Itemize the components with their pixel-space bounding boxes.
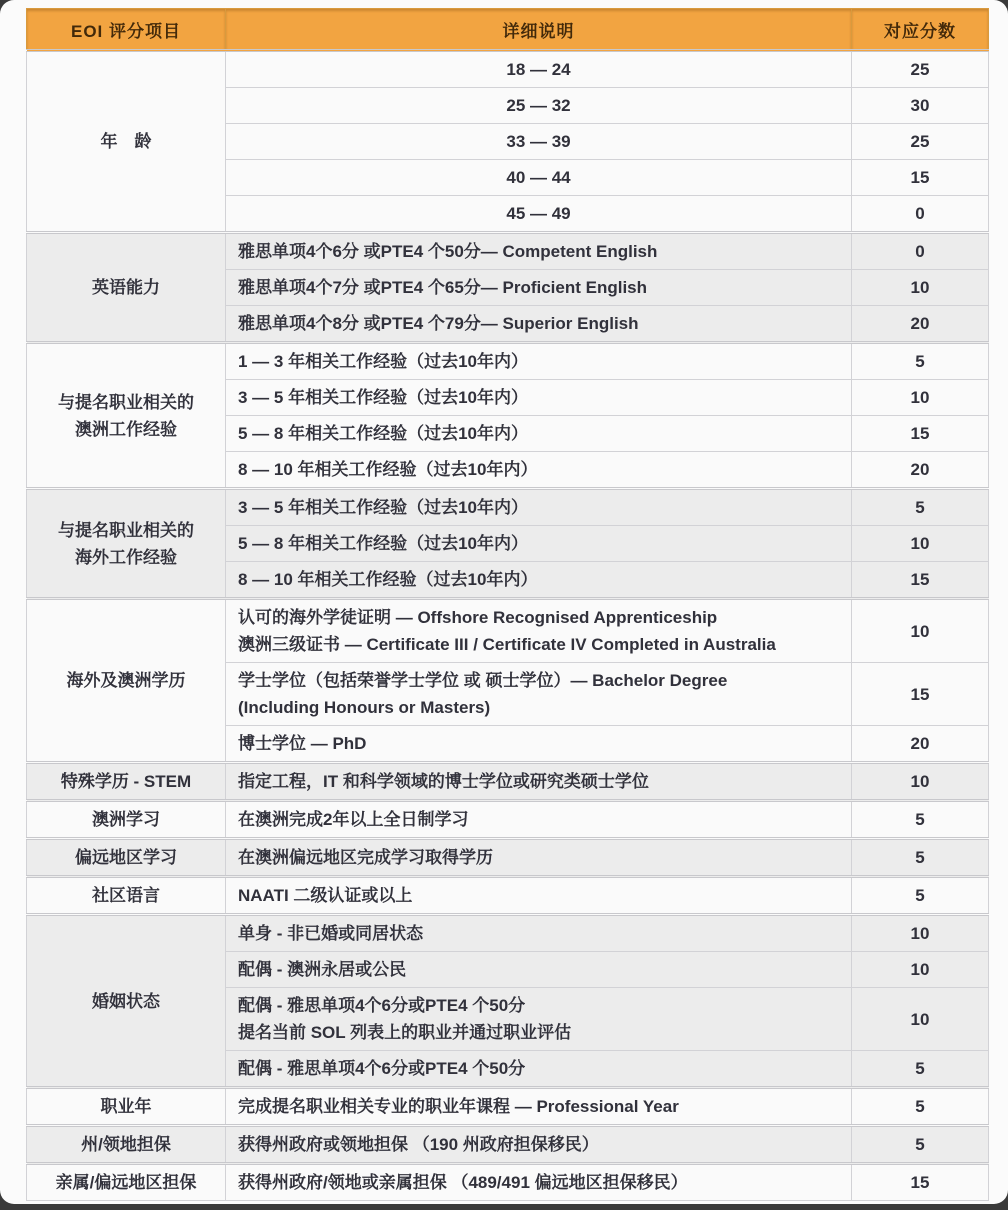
score-cell: 0 — [852, 196, 989, 233]
description-line: 3 — 5 年相关工作经验（过去10年内） — [238, 388, 528, 407]
description-line: 雅思单项4个8分 或PTE4 个79分— Superior English — [238, 314, 639, 333]
score-cell: 15 — [852, 1164, 989, 1201]
header-cell-description: 详细说明 — [226, 9, 852, 51]
score-cell: 5 — [852, 1088, 989, 1126]
category-line: 与提名职业相关的 — [58, 520, 194, 540]
header-cell-score: 对应分数 — [852, 9, 989, 51]
table-row — [27, 877, 989, 915]
table-row — [27, 599, 989, 663]
description-line: 5 — 8 年相关工作经验（过去10年内） — [238, 424, 528, 443]
score-cell: 30 — [852, 88, 989, 124]
category-line: 偏远地区学习 — [75, 848, 177, 867]
score-cell: 10 — [852, 380, 989, 416]
description-cell — [226, 1126, 852, 1164]
description-line: 1 — 3 年相关工作经验（过去10年内） — [238, 352, 528, 371]
description-cell — [226, 306, 852, 343]
description-line: 配偶 - 澳洲永居或公民 — [238, 960, 407, 979]
description-cell — [226, 51, 852, 88]
score-cell: 15 — [852, 663, 989, 726]
description-line: (Including Honours or Masters) — [238, 698, 491, 717]
description-line: 提名当前 SOL 列表上的职业并通过职业评估 — [238, 1023, 572, 1042]
description-line: 单身 - 非已婚或同居状态 — [238, 924, 424, 943]
description-line: 45 — 49 — [506, 204, 571, 223]
description-line: 8 — 10 年相关工作经验（过去10年内） — [238, 570, 538, 589]
table-row — [27, 343, 989, 380]
description-line: 33 — 39 — [506, 132, 571, 151]
category-cell — [27, 1088, 226, 1126]
score-cell: 10 — [852, 763, 989, 801]
score-cell: 20 — [852, 726, 989, 763]
category-line: 特殊学历 - STEM — [60, 772, 192, 791]
description-line: 指定工程，IT 和科学领域的博士学位或研究类硕士学位 — [238, 772, 649, 791]
category-line: 澳洲工作经验 — [75, 419, 177, 439]
category-line: 海外工作经验 — [75, 547, 177, 567]
score-cell: 15 — [852, 416, 989, 452]
description-cell — [226, 763, 852, 801]
score-cell: 5 — [852, 1126, 989, 1164]
category-line: 婚姻状态 — [92, 991, 160, 1011]
score-cell: 5 — [852, 489, 989, 526]
table-header — [27, 9, 989, 51]
table-row — [27, 1088, 989, 1126]
category-line: 与提名职业相关的 — [58, 392, 194, 412]
description-line: 配偶 - 雅思单项4个6分或PTE4 个50分 — [238, 996, 526, 1015]
description-line: 雅思单项4个6分 或PTE4 个50分— Competent English — [238, 242, 658, 261]
description-cell — [226, 726, 852, 763]
score-cell: 10 — [852, 988, 989, 1051]
score-cell: 20 — [852, 452, 989, 489]
score-cell: 5 — [852, 1051, 989, 1088]
category-cell — [27, 839, 226, 877]
description-cell — [226, 988, 852, 1051]
category-cell — [27, 801, 226, 839]
description-line: 配偶 - 雅思单项4个6分或PTE4 个50分 — [238, 1059, 526, 1078]
category-cell — [27, 1164, 226, 1201]
description-cell — [226, 839, 852, 877]
description-line: 8 — 10 年相关工作经验（过去10年内） — [238, 460, 538, 479]
score-cell: 10 — [852, 952, 989, 988]
table-row — [27, 915, 989, 952]
table-row — [27, 51, 989, 88]
category-cell — [27, 1126, 226, 1164]
description-cell — [226, 915, 852, 952]
category-cell — [27, 51, 226, 233]
description-line: 完成提名职业相关专业的职业年课程 — Professional Year — [238, 1097, 679, 1116]
description-cell — [226, 489, 852, 526]
description-line: 25 — 32 — [506, 96, 571, 115]
description-cell — [226, 1051, 852, 1088]
score-cell: 0 — [852, 233, 989, 270]
score-cell: 10 — [852, 270, 989, 306]
description-line: 澳洲三级证书 — Certificate III / Certificate IV Completed in Australia — [238, 635, 776, 654]
table-row — [27, 489, 989, 526]
category-line: 州/领地担保 — [81, 1135, 171, 1154]
description-line: 雅思单项4个7分 或PTE4 个65分— Proficient English — [238, 278, 648, 297]
header-cell-category: EOI 评分项目 — [27, 9, 226, 51]
category-cell — [27, 343, 226, 489]
description-cell — [226, 562, 852, 599]
eoi-score-table — [26, 8, 989, 1201]
description-cell — [226, 416, 852, 452]
description-cell — [226, 952, 852, 988]
score-cell: 5 — [852, 839, 989, 877]
score-cell: 10 — [852, 526, 989, 562]
score-cell: 5 — [852, 343, 989, 380]
category-cell — [27, 233, 226, 343]
category-line: 亲属/偏远地区担保 — [55, 1173, 197, 1192]
score-cell: 25 — [852, 124, 989, 160]
description-cell — [226, 160, 852, 196]
description-cell — [226, 88, 852, 124]
category-line: 英语能力 — [92, 278, 160, 297]
category-cell — [27, 915, 226, 1088]
description-line: 博士学位 — PhD — [238, 734, 367, 753]
description-cell — [226, 452, 852, 489]
score-cell: 5 — [852, 877, 989, 915]
description-line: 3 — 5 年相关工作经验（过去10年内） — [238, 498, 528, 517]
score-cell: 20 — [852, 306, 989, 343]
description-line: 获得州政府/领地或亲属担保 （489/491 偏远地区担保移民） — [238, 1173, 688, 1192]
table-row — [27, 763, 989, 801]
category-cell — [27, 599, 226, 763]
score-cell: 5 — [852, 801, 989, 839]
description-line: NAATI 二级认证或以上 — [238, 886, 413, 905]
description-line: 在澳洲完成2年以上全日制学习 — [238, 810, 469, 829]
description-cell — [226, 124, 852, 160]
description-cell — [226, 801, 852, 839]
description-cell — [226, 663, 852, 726]
table-row — [27, 801, 989, 839]
description-cell — [226, 877, 852, 915]
description-line: 认可的海外学徒证明 — Offshore Recognised Apprenticeship — [238, 608, 718, 627]
description-line: 学士学位（包括荣誉学士学位 或 硕士学位）— Bachelor Degree — [238, 671, 728, 690]
eoi-table-body — [27, 51, 989, 1201]
description-cell — [226, 343, 852, 380]
table-row — [27, 1164, 989, 1201]
description-line: 获得州政府或领地担保 （190 州政府担保移民） — [238, 1135, 599, 1154]
category-line: 社区语言 — [92, 886, 160, 905]
description-cell — [226, 526, 852, 562]
table-row — [27, 839, 989, 877]
score-cell: 10 — [852, 915, 989, 952]
description-line: 40 — 44 — [506, 168, 571, 187]
header-row — [27, 9, 989, 51]
description-cell — [226, 380, 852, 416]
category-line: 海外及澳洲学历 — [66, 671, 186, 690]
category-cell — [27, 763, 226, 801]
table-row — [27, 1126, 989, 1164]
score-cell: 15 — [852, 160, 989, 196]
description-cell — [226, 1164, 852, 1201]
score-cell: 25 — [852, 51, 989, 88]
category-cell — [27, 877, 226, 915]
description-cell — [226, 233, 852, 270]
category-cell — [27, 489, 226, 599]
description-cell — [226, 196, 852, 233]
description-cell — [226, 270, 852, 306]
score-cell: 10 — [852, 599, 989, 663]
table-row — [27, 233, 989, 270]
category-line: 年 龄 — [100, 132, 152, 151]
description-line: 在澳洲偏远地区完成学习取得学历 — [238, 848, 493, 867]
description-line: 18 — 24 — [506, 60, 571, 79]
description-cell — [226, 1088, 852, 1126]
description-line: 5 — 8 年相关工作经验（过去10年内） — [238, 534, 528, 553]
category-line: 职业年 — [100, 1097, 152, 1116]
category-line: 澳洲学习 — [92, 810, 160, 829]
score-cell: 15 — [852, 562, 989, 599]
description-cell — [226, 599, 852, 663]
